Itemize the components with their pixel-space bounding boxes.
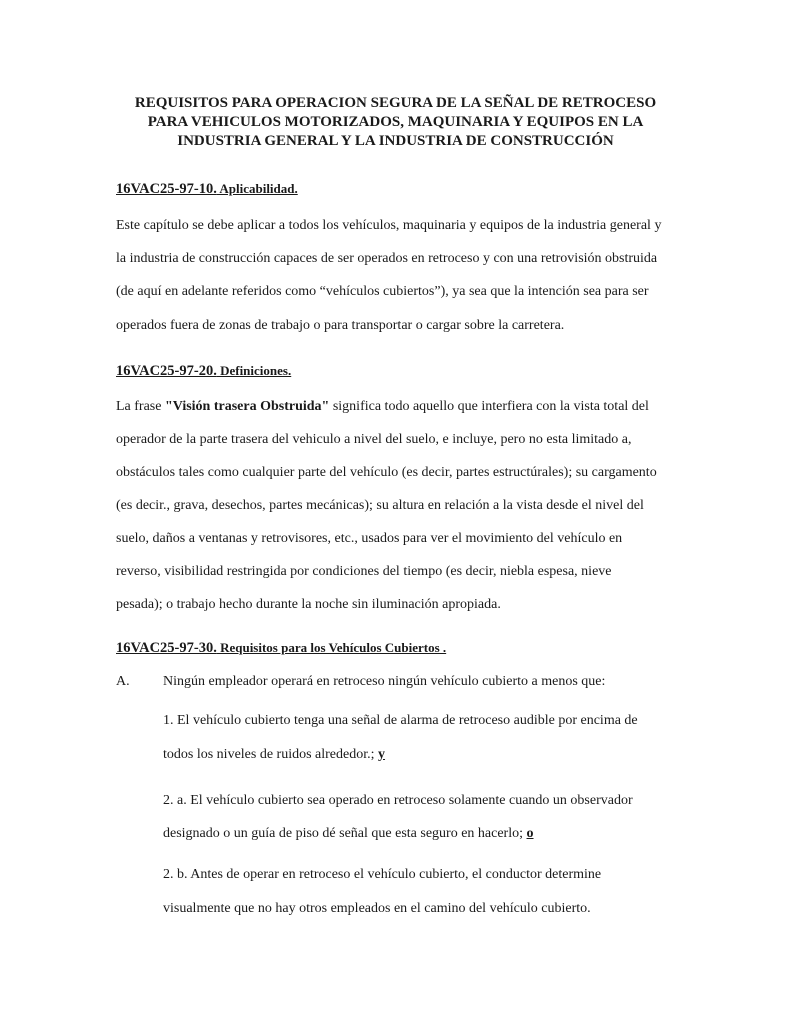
- section-name: Requisitos para los Vehículos Cubiertos .: [216, 640, 447, 655]
- paragraph-line: pesada); o trabajo hecho durante la noche sin iluminación apropiada.: [116, 597, 501, 612]
- section-heading-aplicabilidad: [116, 180, 298, 198]
- paragraph-line: reverso, visibilidad restringida por condiciones del tiempo (es decir, niebla espesa, nieve: [116, 564, 612, 579]
- section-heading-requisitos: [116, 639, 446, 657]
- item-2b-line-2: visualmente que no hay otros empleados en el camino del vehículo cubierto.: [163, 901, 591, 916]
- text: La frase: [116, 399, 165, 414]
- paragraph-line: operados fuera de zonas de trabajo o para transportar o cargar sobre la carretera.: [116, 318, 565, 333]
- section-name: Definiciones.: [216, 363, 292, 378]
- item-2a-line-2: [163, 825, 534, 843]
- paragraph-line: [116, 398, 649, 416]
- text: designado o un guía de piso dé señal que esta seguro en hacerlo;: [163, 826, 527, 841]
- paragraph-line: obstáculos tales como cualquier parte del vehículo (es decir, partes estructúrales); su cargamento: [116, 465, 657, 480]
- paragraph-line: suelo, daños a ventanas y retrovisores, etc., usados para ver el movimiento del vehículo en: [116, 531, 623, 546]
- text: todos los niveles de ruidos alrededor.;: [163, 747, 379, 762]
- list-label-a: A.: [116, 674, 130, 689]
- paragraph-line: (de aquí en adelante referidos como “vehículos cubiertos”), ya sea que la intención sea para ser: [116, 284, 649, 299]
- section-code: 16VAC25-97-10.: [116, 181, 217, 197]
- section-name: Aplicabilidad.: [216, 181, 298, 196]
- list-item-a: Ningún empleador operará en retroceso ningún vehículo cubierto a menos que:: [163, 674, 606, 689]
- conjunction: o: [526, 826, 534, 841]
- item-1-line-1: 1. El vehículo cubierto tenga una señal de alarma de retroceso audible por encima de: [163, 713, 638, 728]
- document-title-line-2: PARA VEHICULOS MOTORIZADOS, MAQUINARIA Y EQUIPOS EN LA: [147, 114, 644, 130]
- paragraph-line: Este capítulo se debe aplicar a todos los vehículos, maquinaria y equipos de la industria general y: [116, 218, 662, 233]
- section-code: 16VAC25-97-30.: [116, 640, 217, 656]
- document-title-line-1: REQUISITOS PARA OPERACION SEGURA DE LA SEÑAL DE RETROCESO: [134, 95, 657, 111]
- document-title-line-3: INDUSTRIA GENERAL Y LA INDUSTRIA DE CONSTRUCCIÓN: [177, 133, 614, 149]
- paragraph-line: la industria de construcción capaces de ser operados en retroceso y con una retrovisión obstruida: [116, 251, 658, 266]
- section-code: 16VAC25-97-20.: [116, 363, 217, 379]
- conjunction: y: [378, 747, 386, 762]
- defined-term: "Visión trasera Obstruida": [164, 399, 330, 414]
- section-heading-definiciones: [116, 362, 291, 380]
- item-1-line-2: [163, 746, 385, 764]
- paragraph-line: (es decir., grava, desechos, partes mecánicas); su altura en relación a la vista desde el nivel del: [116, 498, 644, 513]
- paragraph-line: operador de la parte trasera del vehiculo a nivel del suelo, e incluye, pero no esta limitado a,: [116, 432, 632, 447]
- text: significa todo aquello que interfiera con la vista total del: [329, 399, 649, 414]
- item-2a-line-1: 2. a. El vehículo cubierto sea operado en retroceso solamente cuando un observador: [163, 793, 633, 808]
- item-2b-line-1: 2. b. Antes de operar en retroceso el vehículo cubierto, el conductor determine: [163, 867, 602, 882]
